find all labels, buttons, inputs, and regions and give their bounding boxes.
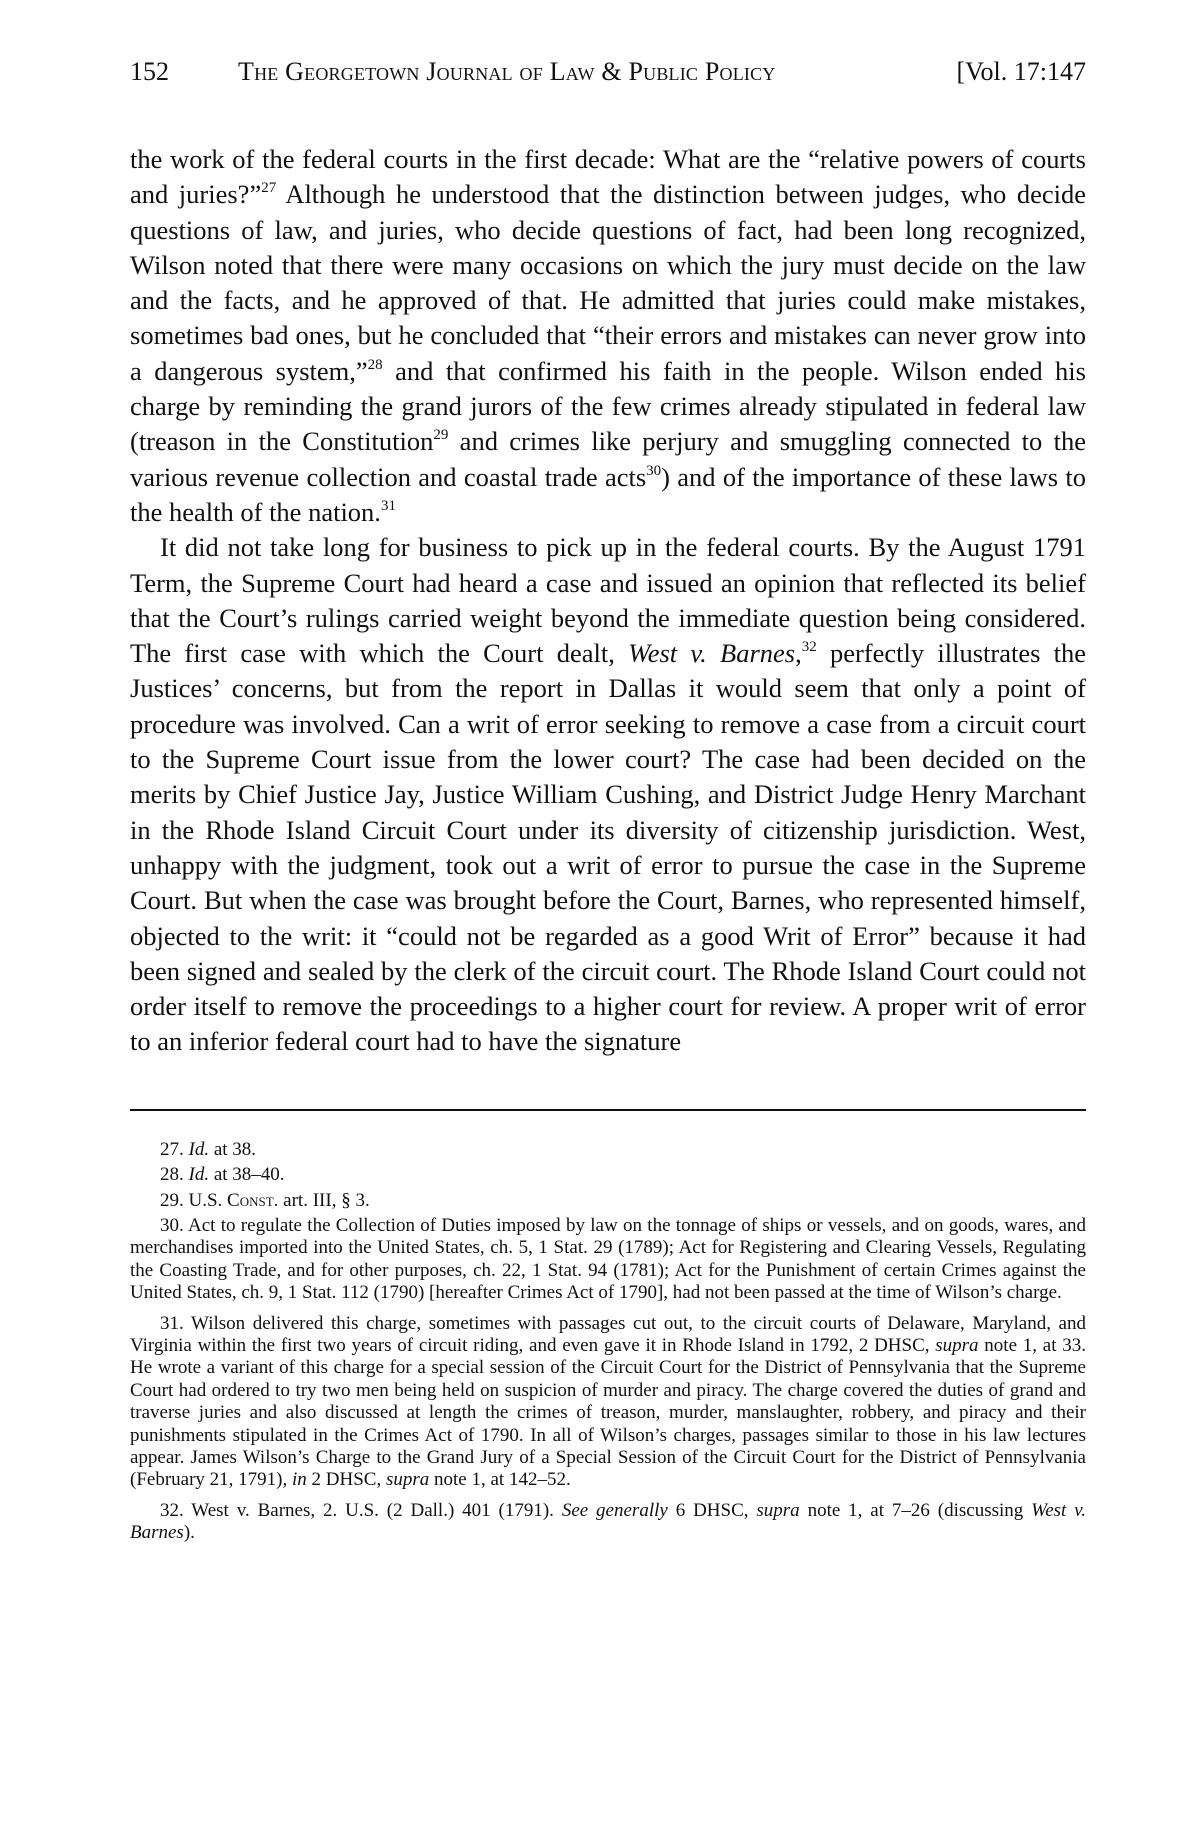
- supra-signal: supra: [385, 1469, 430, 1491]
- body-text: [130, 142, 1086, 1060]
- id-signal: Id.: [188, 1138, 210, 1160]
- footnote-text: Act to regulate the Collection of Duties imposed by law on the tonnage of ships or vessels, and on goods, wares, and merchandises imported into the United States, ch. 5, 1 Stat. 29 (1789); Act for Registering and Clearing Vessels, Regulating the Coasting Trade, and for other purposes, ch. 22, 1 Stat. 94 (1781); Act for the Punishment of certain Crimes against the United States, ch. 9, 1 Stat. 112 (1790) [hereafter Crimes Act of 1790], had not been passed at the time of Wilson’s charge.: [130, 1214, 1086, 1304]
- footnote-ref-28[interactable]: 28: [367, 356, 383, 373]
- footnote-28: [130, 1164, 1086, 1186]
- paragraph-2: [130, 530, 1086, 1059]
- page-number: 152: [130, 57, 169, 86]
- journal-title: The Georgetown Journal of Law & Public Policy: [238, 57, 776, 86]
- volume-citation: [Vol. 17:147: [956, 57, 1086, 86]
- running-head: [130, 52, 1086, 92]
- footnote-ref-31[interactable]: 31: [380, 497, 396, 514]
- text-run: and that confirmed his faith in the people. Wilson ended his charge by reminding the grand jurors of the few crimes already stipulated in federal law (treason in the Constitution: [130, 355, 1086, 457]
- footnote-text: note 1, at 33. He wrote a variant of this charge for a special session of the Circuit Court for the District of Pennsylvania that the Supreme Court had ordered to try two men being held on suspicion of murder and piracy. The charge covered the duties of grand and traverse juries and also discussed at length the crimes of treason, murder, manslaughter, robbery, and piracy and their punishments stipulated in the Crimes Act of 1790. In all of Wilson’s charges, passages similar to those in his law lectures appear. James Wilson’s Charge to the Grand Jury of a Special Session of the Circuit Court for the District of Pennsylvania (February 21, 1791),: [130, 1334, 1086, 1491]
- text-run: perfectly illustrates the Justices’ concerns, but from the report in Dallas it would seem that only a point of procedure was involved. Can a writ of error seeking to remove a case from a circuit court to the Supreme Court issue from the lower court? The case had been decided on the merits by Chief Justice Jay, Justice William Cushing, and District Judge Henry Marchant in the Rhode Island Circuit Court under its diversity of citizenship jurisdiction. West, unhappy with the judgment, took out a writ of error to pursue the case in the Supreme Court. But when the case was brought before the Court, Barnes, who represented himself, objected to the writ: it “could not be regarded as a good Writ of Error” because it had been signed and sealed by the clerk of the circuit court. The Rhode Island Court could not order itself to remove the proceedings to a higher court for review. A proper writ of error to an inferior federal court had to have the signature: [130, 638, 1086, 1057]
- footnote-text: ).: [183, 1522, 195, 1544]
- footnote-27: [130, 1139, 1086, 1161]
- footnote-ref-29[interactable]: 29: [433, 427, 449, 444]
- footnote-31: [130, 1313, 1086, 1492]
- text-run: ) and of the importance of these laws to the health of the nation.: [130, 461, 1086, 527]
- footnote-number: 32.: [160, 1499, 184, 1521]
- footnote-29: [130, 1190, 1086, 1212]
- footnotes: [130, 1139, 1086, 1545]
- footnote-text: 2 DHSC,: [306, 1469, 386, 1491]
- text-run: Although he understood that the distinction between judges, who decide questions of law, and juries, who decide questions of fact, had been long recognized, Wilson noted that there were many occasions on which the jury must decide on the law and the facts, and he approved of that. He admitted that juries could make mistakes, sometimes bad ones, but he concluded that “their errors and mistakes can never grow into a dangerous system,”: [130, 179, 1086, 386]
- footnote-number: 27.: [160, 1138, 184, 1160]
- case-name: West v. Barnes: [628, 638, 796, 669]
- footnote-number: 29.: [160, 1189, 184, 1211]
- text-run: ,: [795, 638, 802, 669]
- footnote-text: Wilson delivered this charge, sometimes with passages cut out, to the circuit courts of Delaware, Maryland, and Virginia within the first two years of circuit riding, and even gave it in Rhode Island in 1792, 2 DHSC,: [130, 1312, 1086, 1356]
- supra-signal: supra: [756, 1499, 800, 1521]
- footnote-ref-32[interactable]: 32: [801, 639, 817, 656]
- footnote-number: 28.: [160, 1164, 184, 1186]
- footnote-text: at 38–40.: [209, 1164, 285, 1186]
- in-signal: in: [292, 1469, 307, 1491]
- footnote-text: at 38.: [209, 1138, 257, 1160]
- footnote-text: West v. Barnes, 2. U.S. (2 Dall.) 401 (1791).: [191, 1499, 562, 1521]
- const-abbrev: Const.: [227, 1189, 279, 1211]
- footnote-text: note 1, at 142–52.: [429, 1469, 571, 1491]
- footnote-number: 31.: [160, 1312, 184, 1334]
- footnote-ref-30[interactable]: 30: [646, 462, 662, 479]
- text-run: and crimes like perjury and smuggling connected to the various revenue collection and coastal trade acts: [130, 426, 1086, 492]
- footnote-text: 6 DHSC,: [667, 1499, 757, 1521]
- id-signal: Id.: [188, 1164, 210, 1186]
- footnote-divider: [130, 1109, 1086, 1111]
- footnote-text: art. III, § 3.: [278, 1189, 370, 1211]
- paragraph-1: [130, 142, 1086, 530]
- supra-signal: supra: [935, 1334, 979, 1356]
- case-name: West v. Barnes: [130, 1499, 1086, 1544]
- text-run: the work of the federal courts in the first decade: What are the “relative powers of courts and juries?”: [130, 144, 1086, 210]
- footnote-30: [130, 1215, 1086, 1305]
- footnote-text: note 1, at 7–26 (discussing: [799, 1499, 1032, 1521]
- footnote-ref-27[interactable]: 27: [261, 180, 277, 197]
- footnote-text: U.S.: [188, 1189, 228, 1211]
- footnote-number: 30.: [160, 1214, 184, 1236]
- journal-page: [130, 52, 1086, 1548]
- see-generally-signal: See generally: [561, 1499, 668, 1521]
- text-run: It did not take long for business to pick up in the federal courts. By the August 1791 Term, the Supreme Court had heard a case and issued an opinion that reflected its belief that the Court’s rulings carried weight beyond the immediate question being considered. The first case with which the Court dealt,: [130, 532, 1086, 669]
- footnote-32: [130, 1500, 1086, 1545]
